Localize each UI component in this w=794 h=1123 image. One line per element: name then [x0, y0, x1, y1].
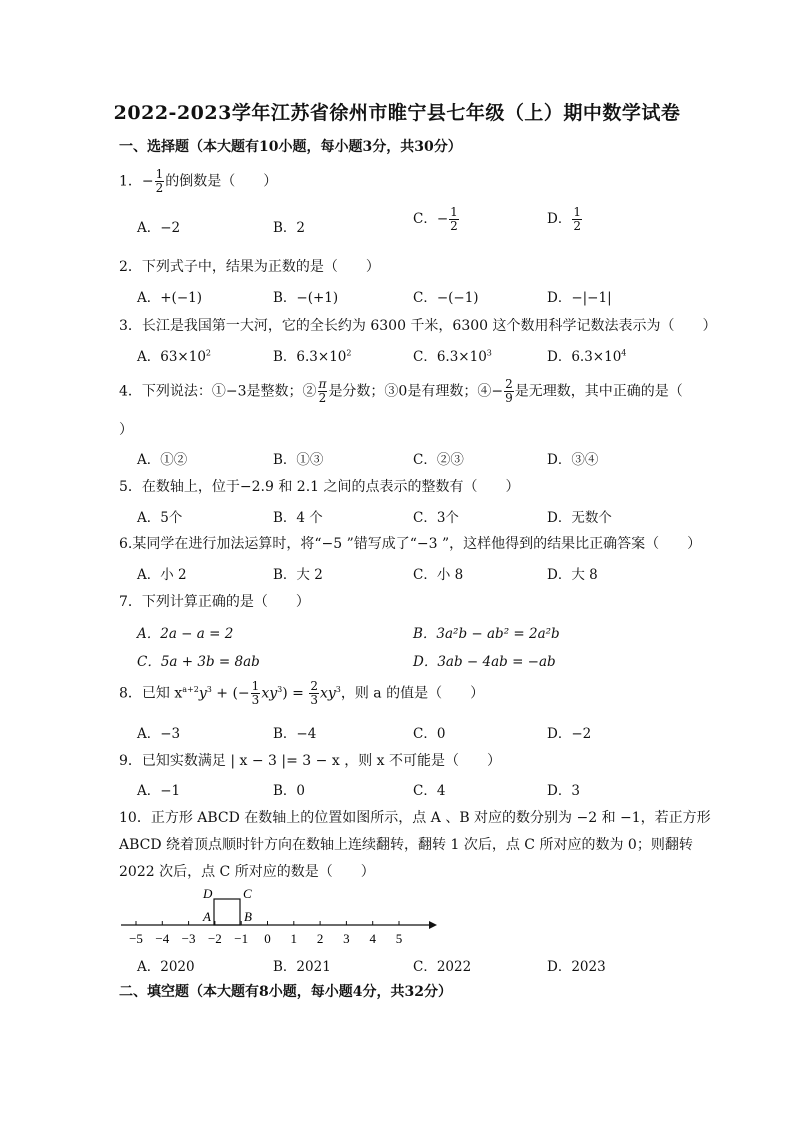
- tick-label: 5: [395, 931, 403, 946]
- section-choice-heading: 一、选择题（本大题有10小题，每小题3分，共30分）: [119, 139, 462, 155]
- q9-option-b: B．0: [273, 783, 306, 799]
- question-6: 6.某同学在进行加法运算时，将“−5 ”错写成了“−3 ”，这样他得到的结果比正确答案（ ）: [119, 536, 702, 552]
- question-9: 9．已知实数满足 | x − 3 |= 3 − x ，则 x 不可能是（ ）: [119, 753, 501, 769]
- question-2: 2．下列式子中，结果为正数的是（ ）: [119, 259, 380, 275]
- vertex-label-d: D: [203, 886, 213, 901]
- q1-option-b: B．2: [273, 220, 306, 236]
- page-title: 2022-2023学年江苏省徐州市睢宁县七年级（上）期中数学试卷: [113, 102, 681, 124]
- q8-option-a: A．−3: [137, 726, 181, 742]
- q6-option-c: C．小 8: [413, 567, 464, 583]
- q3-option-b: B．$6.3\times 10^2$: [273, 348, 352, 365]
- question-7: 7．下列计算正确的是（ ）: [119, 594, 310, 610]
- q4-continuation: ）: [119, 422, 133, 438]
- q4-option-c: C．②③: [413, 452, 464, 468]
- tick-label: 1: [290, 931, 298, 946]
- q10-option-c: C．2022: [413, 959, 472, 975]
- vertex-label-c: C: [243, 886, 252, 901]
- square-abcd: [214, 899, 240, 925]
- question-4: 4．下列说法：①−3是整数；② $\frac{\pi}{2}$ 是分数；③0是有理数；④− $\frac{2}{9}$ 是无理数，其中正确的是（: [119, 377, 683, 405]
- tick-label: −4: [155, 931, 170, 946]
- q4-pi-fraction: $\frac{\pi}{2}$: [318, 377, 327, 405]
- q1-number: 1．: [119, 173, 142, 190]
- q1-option-d: D． $\frac{1}{2}$: [547, 205, 581, 233]
- tick-label: −2: [207, 931, 222, 946]
- q3-option-a: A．$63\times 10^2$: [137, 348, 212, 365]
- q9-option-d: D．3: [547, 783, 580, 799]
- q8-option-c: C．0: [413, 726, 446, 742]
- question-5: 5．在数轴上，位于−2.9 和 2.1 之间的点表示的整数有（ ）: [119, 479, 520, 495]
- q9-option-a: A．−1: [137, 783, 181, 799]
- section-fill-heading: 二、填空题（本大题有8小题，每小题4分，共32分）: [119, 984, 452, 1000]
- question-1: [119, 168, 277, 195]
- q1-sign: −: [141, 173, 154, 190]
- q3-option-c: C．$6.3\times 10^3$: [413, 348, 492, 365]
- question-8: 8．已知 $x^{a+2}y^3$ + (− $\frac{1}{3}$ $xy^3$) = $\frac{2}{3}$ $xy^3$，则 a 的值是（ ）: [119, 679, 485, 707]
- question-10-line3: 2022 次后，点 C 所对应的数是（ ）: [119, 864, 375, 880]
- q4-option-a: A．①②: [137, 452, 188, 468]
- question-10-line2: ABCD 绕着顶点顺时针方向在数轴上连续翻转，翻转 1 次后，点 C 所对应的数为 0；则翻转: [119, 837, 693, 853]
- vertex-label-a: A: [203, 909, 211, 924]
- q2-option-d: D．−|−1|: [547, 290, 612, 306]
- q5-option-c: C．3个: [413, 510, 459, 526]
- q2-option-c: C．−(−1): [413, 290, 479, 306]
- q3-option-d: D．$6.3\times 10^4$: [547, 348, 627, 365]
- q6-option-b: B．大 2: [273, 567, 323, 583]
- vertex-label-b: B: [244, 909, 252, 924]
- q7-option-a: A．2a − a = 2: [137, 626, 234, 642]
- arrow-icon: [429, 921, 437, 929]
- q4-fraction: $\frac{2}{9}$: [505, 377, 513, 405]
- q1-option-c: C．− $\frac{1}{2}$: [413, 205, 458, 233]
- q8-option-b: B．−4: [273, 726, 317, 742]
- tick-label: 4: [369, 931, 376, 946]
- tick-label: −3: [181, 931, 196, 946]
- q6-option-a: A．小 2: [137, 567, 187, 583]
- q9-option-c: C．4: [413, 783, 446, 799]
- q2-option-a: A．+(−1): [137, 290, 202, 306]
- q1-text: 的倒数是（ ）: [165, 173, 278, 190]
- tick-label: 3: [343, 931, 350, 946]
- tick-label: 2: [316, 931, 324, 946]
- q7-option-c: C．5a + 3b = 8ab: [137, 654, 260, 670]
- tick-labels: [129, 931, 402, 946]
- q10-option-d: D．2023: [547, 959, 606, 975]
- q2-option-b: B．−(+1): [273, 290, 339, 306]
- tick-label: 0: [264, 931, 271, 946]
- q4-option-b: B．①③: [273, 452, 324, 468]
- tick-label: −5: [129, 931, 143, 946]
- q4-option-d: D．③④: [547, 452, 599, 468]
- q7-option-d: D．3ab − 4ab = −ab: [413, 654, 556, 670]
- question-3: 3．长江是我国第一大河，它的全长约为 6300 千米，6300 这个数用科学记数法表示为（ ）: [119, 318, 717, 334]
- question-10-line1: 10．正方形 ABCD 在数轴上的位置如图所示，点 A 、B 对应的数分别为 −2 和 −1，若正方形: [119, 810, 711, 826]
- q1-fraction: $\frac{1}{2}$: [155, 167, 164, 195]
- q5-option-d: D．无数个: [547, 510, 612, 526]
- q5-option-a: A．5个: [137, 510, 183, 526]
- q5-option-b: B．4 个: [273, 510, 323, 526]
- number-line-figure: [117, 883, 437, 947]
- tick-label: −1: [234, 931, 249, 946]
- q1-option-a: A．−2: [137, 220, 181, 236]
- q10-option-a: A．2020: [137, 959, 195, 975]
- q8-option-d: D．−2: [547, 726, 592, 742]
- q7-option-b: B．3a²b − ab² = 2a²b: [413, 626, 560, 642]
- q6-option-d: D．大 8: [547, 567, 598, 583]
- q10-option-b: B．2021: [273, 959, 331, 975]
